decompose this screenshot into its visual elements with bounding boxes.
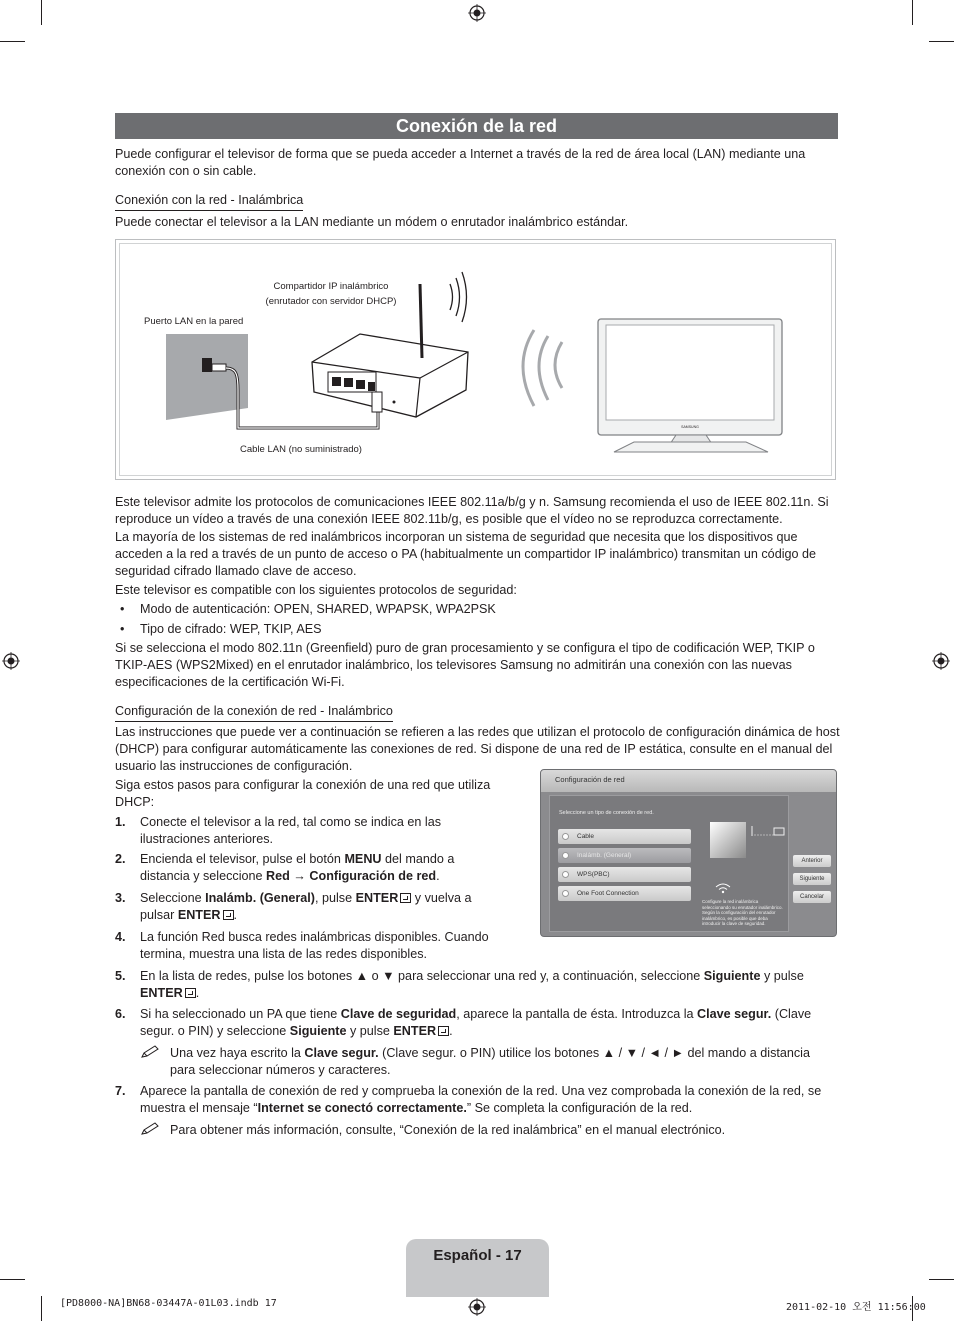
compat-paragraph: Este televisor es compatible con los siguientes protocolos de seguridad: [115,583,517,597]
next-button[interactable]: Siguiente [793,873,831,885]
print-slug-right: 2011-02-10 오전 11:56:00 [786,1302,926,1313]
wifi-icon [714,882,732,894]
router-icon [312,284,468,417]
wireless-text: Puede conectar el televisor a la LAN mediante un módem o enrutador inalámbrico estándar. [115,215,629,229]
intro-paragraph: Puede configurar el televisor de forma que se pueda acceder a Internet a través de la red de área local (LAN) mediante una conexión con o sin cable. [115,147,806,178]
registration-mark-icon [2,652,20,670]
registration-mark-icon [468,1298,486,1316]
wireless-illustration [710,822,746,858]
tv-signal-icon [523,330,562,406]
registration-mark-icon [932,652,950,670]
tv-icon [598,319,782,452]
config-text: Las instrucciones que puede ver a continuación se refieren a las redes que utilizan el protocolo de configuración dinámica de host (DHCP) para configurar automáticamente las conexiones de red. Si dispone de una red de IP estática, consulte en el manual del usuario las instrucciones de configuración. [115,725,840,773]
note-pencil-icon [140,1045,160,1059]
enter-key-icon [223,910,234,920]
steps-intro: Siga estos pasos para configurar la conexión de una red que utiliza DHCP: [115,778,491,809]
wireless-heading: Conexión con la red - Inalámbrica [115,192,303,211]
protocols-paragraph: Este televisor admite los protocolos de comunicaciones IEEE 802.11a/b/g y n. Samsung recomienda el uso de IEEE 802.11n. Si reproduce un vídeo a través de una conexión IEEE 802.11b/g, es posible que el vídeo no se reproduzca correctamente. [115,495,829,526]
enter-key-icon [438,1026,449,1036]
network-diagram [115,239,836,480]
registration-mark-icon [468,4,486,22]
option-one-foot-connection[interactable]: One Foot Connection [558,886,691,901]
router-signal-icon [450,272,467,322]
tv-brand-label: SAMSUNG [681,425,699,429]
router-tv-icon [750,824,786,838]
option-wireless-general[interactable]: Inalámb. (General) [558,848,691,863]
connection-prompt: Seleccione un tipo de conexión de red. [559,810,654,816]
enter-key-icon [400,893,411,903]
cable-label: Cable LAN (no suministrado) [240,444,362,455]
config-heading: Configuración de la conexión de red - Inalámbrico [115,703,393,722]
option-wps-pbc[interactable]: WPS(PBC) [558,867,691,882]
wall-port-label: Puerto LAN en la pared [144,316,244,327]
network-settings-screen [540,769,837,937]
screen-title: Configuración de red [555,775,625,784]
previous-button[interactable]: Anterior [793,855,831,867]
router-label-line1: Compartidor IP inalámbrico [273,281,389,292]
connection-type-panel [549,795,789,932]
wall-lan-port-icon [202,358,212,372]
greenfield-paragraph: Si se selecciona el modo 802.11n (Greenfield) puro de gran procesamiento y se configura el tipo de codificación WEP, TKIP o TKIP-AES (WPS2Mixed) en el enrutador inalámbrico, los televisores Samsung no admitirán una conexión con las nuevas especificaciones de la certificación Wi-Fi. [115,641,815,689]
section-title: Conexión de la red [115,113,838,139]
security-paragraph: La mayoría de los sistemas de red inalámbricos incorporan un sistema de seguridad que necesita que los dispositivos que acceden a la red a través de un punto de acceso o PA (habitualmente un compartidor IP inalámbrico) transmitan un código de seguridad cifrado llamado clave de acceso. [115,530,817,578]
wireless-hint: Configure la red inalámbrica seleccionando su enrutador inalámbrico. Según la configuración del enrutador inalámbrico, es posible que deba introducir la clave de seguridad. [702,899,783,926]
router-label-line2: (enrutador con servidor DHCP) [265,296,397,307]
note-pencil-icon [140,1122,160,1136]
option-cable[interactable]: Cable [558,829,691,844]
cancel-button[interactable]: Cancelar [793,891,831,903]
print-slug-left: [PD8000-NA]BN68-03447A-01L03.indb 17 [60,1298,277,1309]
page-number-tab: Español - 17 [406,1239,549,1297]
enter-key-icon [185,988,196,998]
diagram-drawing [116,240,835,479]
